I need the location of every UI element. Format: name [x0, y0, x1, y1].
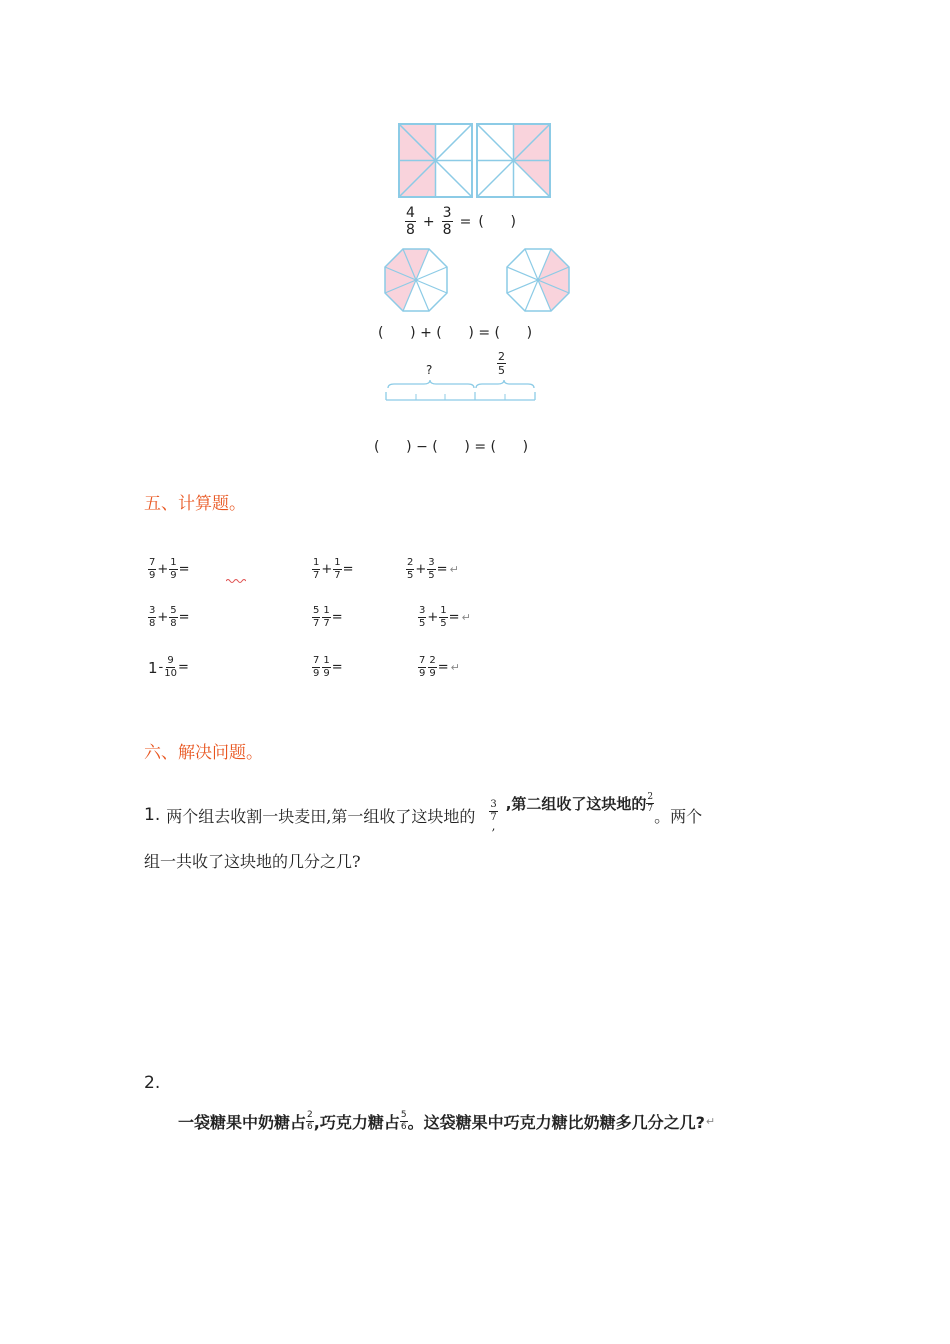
rect-four-eighths	[399, 124, 472, 197]
denominator: 7	[490, 812, 497, 823]
fraction	[439, 606, 447, 629]
denominator: 9	[149, 570, 156, 581]
question-1-comma: ,	[491, 819, 496, 833]
numerator: 2	[498, 350, 505, 363]
return-mark: ↵	[449, 563, 459, 576]
operator: +	[321, 562, 333, 577]
denominator: 5	[498, 364, 505, 377]
whole-number: 1	[148, 658, 158, 677]
spellcheck-squiggle	[226, 578, 246, 583]
fraction	[322, 606, 330, 629]
fraction	[312, 606, 320, 629]
denominator: 7	[313, 570, 320, 581]
return-mark: ↵	[705, 1115, 716, 1128]
equals-sign: =	[342, 562, 354, 577]
denominator: 8	[170, 618, 177, 629]
calc-item	[148, 606, 190, 629]
numerator: 1	[323, 655, 330, 666]
numerator: 3	[419, 605, 426, 616]
return-mark: ↵	[461, 611, 471, 624]
question-1-text-c: 。两个	[654, 806, 703, 826]
denominator: 5	[428, 570, 435, 581]
numerator: 9	[167, 655, 174, 666]
fraction	[322, 656, 330, 679]
equals-sign: =	[178, 562, 190, 577]
numerator: 3	[428, 557, 435, 568]
fraction-three-eighths	[442, 206, 453, 237]
equals-sign: =	[331, 610, 343, 625]
operator: -	[158, 660, 164, 675]
equals-sign: =	[448, 610, 460, 625]
numerator: 3	[149, 605, 156, 616]
octagon-right	[507, 249, 569, 311]
numerator: 1	[313, 557, 320, 568]
calc-item	[312, 558, 354, 581]
denominator: 9	[170, 570, 177, 581]
question-2-fraction-2	[400, 1111, 408, 1132]
denominator: 8	[406, 222, 415, 238]
operator: +	[427, 610, 439, 625]
fraction	[333, 558, 341, 581]
octagon-left	[385, 249, 447, 311]
numerator: 1	[334, 557, 341, 568]
rect-three-eighths	[477, 124, 550, 197]
denominator: 7	[323, 618, 330, 629]
numerator: 7	[313, 655, 320, 666]
denominator: 8	[442, 222, 452, 238]
denominator: 9	[429, 668, 436, 679]
question-2-text-a: 一袋糖果中奶糖占	[178, 1113, 307, 1132]
fraction	[169, 606, 177, 629]
equation-2: ( ) + ( ) = ( )	[378, 325, 533, 341]
segment-bar-figure	[384, 376, 538, 406]
calc-item	[312, 656, 343, 679]
numerator: 7	[419, 655, 426, 666]
equals-sign: =	[177, 660, 189, 675]
numerator: 2	[407, 557, 414, 568]
octagons-figure	[380, 246, 575, 316]
numerator: 5	[400, 1110, 407, 1120]
fraction	[169, 558, 177, 581]
brace-fraction-label	[497, 351, 506, 376]
numerator: 7	[149, 557, 156, 568]
numerator: 5	[313, 605, 320, 616]
fraction	[406, 558, 414, 581]
question-1-line-2: 组一共收了这块地的几分之几?	[144, 852, 361, 871]
question-2-fraction-1	[306, 1111, 314, 1132]
denominator: 8	[149, 618, 156, 629]
calc-item	[148, 656, 189, 679]
question-1-fraction-2	[646, 793, 654, 814]
fraction-four-eighths	[405, 206, 416, 237]
denominator: 5	[407, 570, 414, 581]
numerator: 1	[170, 557, 177, 568]
equals-sign: =	[436, 562, 448, 577]
equation-1	[405, 206, 516, 237]
numerator: 2	[647, 791, 654, 802]
operator: +	[157, 610, 169, 625]
fraction	[148, 606, 156, 629]
fraction	[312, 558, 320, 581]
question-1-text-a: 两个组去收割一块麦田,第一组收了这块地的	[166, 806, 476, 826]
calc-item	[418, 606, 471, 629]
numerator: 4	[406, 205, 415, 221]
question-2-number: 2.	[144, 1073, 161, 1093]
denominator: 6	[307, 1122, 313, 1132]
rectangles-figure	[398, 123, 552, 199]
numerator: 1	[323, 605, 330, 616]
denominator: 7	[334, 570, 341, 581]
calc-item	[148, 558, 190, 581]
answer-blank[interactable]: ( )	[478, 213, 516, 230]
denominator: 5	[440, 618, 447, 629]
equals-sign: =	[459, 213, 472, 230]
denominator: 9	[313, 668, 320, 679]
plus-sign: +	[422, 213, 435, 230]
denominator: 5	[419, 618, 426, 629]
numerator: 2	[429, 655, 436, 666]
operator: +	[157, 562, 169, 577]
operator: +	[415, 562, 427, 577]
denominator: 9	[323, 668, 330, 679]
question-1-text-b: ,第二组收了这块地的	[505, 794, 647, 813]
question-1-line-1	[144, 791, 703, 833]
fraction	[428, 656, 436, 679]
calc-item	[418, 656, 460, 679]
equation-3: ( ) − ( ) = ( )	[374, 439, 529, 455]
numerator: 3	[442, 205, 452, 221]
numerator: 1	[440, 605, 447, 616]
numerator: 3	[490, 799, 497, 810]
question-2-text-b: ,巧克力糖占	[313, 1113, 400, 1132]
question-1-number: 1.	[144, 805, 161, 826]
question-2-text-c: 。这袋糖果中巧克力糖比奶糖多几分之几?	[407, 1113, 705, 1132]
fraction	[164, 656, 177, 679]
numerator: 2	[307, 1110, 313, 1120]
equals-sign: =	[331, 660, 343, 675]
return-mark: ↵	[450, 661, 460, 674]
section-6-title: 六、解决问题。	[144, 743, 263, 763]
denominator: 6	[400, 1122, 407, 1132]
fraction	[312, 656, 320, 679]
question-2-text	[178, 1110, 715, 1133]
equals-sign: =	[178, 610, 190, 625]
fraction	[427, 558, 435, 581]
equals-sign: =	[437, 660, 449, 675]
calc-item	[406, 558, 459, 581]
question-mark-label: ?	[426, 363, 433, 377]
calc-item	[312, 606, 343, 629]
fraction	[148, 558, 156, 581]
denominator: 7	[647, 803, 654, 814]
fraction	[418, 656, 426, 679]
fraction	[418, 606, 426, 629]
denominator: 10	[164, 668, 177, 679]
denominator: 9	[419, 668, 426, 679]
section-5-title: 五、计算题。	[144, 494, 246, 514]
numerator: 5	[170, 605, 177, 616]
denominator: 7	[313, 618, 320, 629]
